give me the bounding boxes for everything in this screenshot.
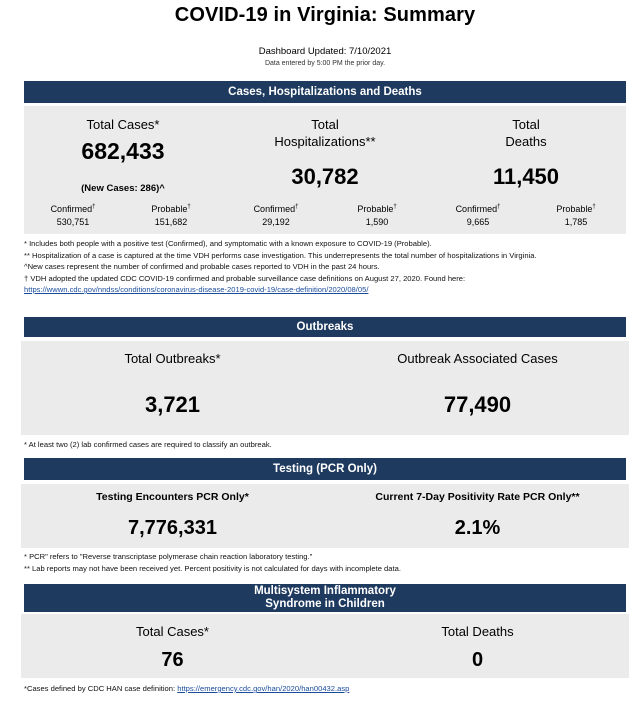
note-hospitalization: ** Hospitalization of a case is captured at the time VDH performs case investigation. This underrepresents the total number of hospitalizations in Virginia.: [24, 250, 537, 260]
page-title: COVID-19 in Virginia: Summary: [174, 4, 476, 26]
data-entered-text: Data entered by 5:00 PM the prior day.: [264, 60, 386, 67]
cases-probable-value: 151,682: [154, 217, 188, 227]
deaths-label-line1: Total: [512, 117, 540, 132]
total-outbreaks-value: 3,721: [144, 392, 201, 417]
outbreaks-section-title: Outbreaks: [296, 320, 354, 333]
misc-section-title-line2: Syndrome in Children: [265, 598, 385, 610]
total-cases-value: 682,433: [81, 138, 165, 164]
case-definition-link[interactable]: https://wwwn.cdc.gov/nndss/conditions/coronavirus-disease-2019-covid-19/case-definition/2020/08/05/: [24, 285, 369, 294]
testing-encounters-value: 7,776,331: [128, 517, 217, 539]
cases-notes: [24, 238, 624, 296]
hosp-probable-label: Probable†: [357, 204, 397, 214]
hospitalizations-value: 30,782: [291, 164, 359, 189]
testing-section-title: Testing (PCR Only): [273, 462, 377, 475]
testing-encounters-label: Testing Encounters PCR Only*: [96, 491, 249, 503]
misc-note: *Cases defined by CDC HAN case definition: https://emergency.cdc.gov/han/2020/han00432.asp: [24, 684, 350, 693]
associated-cases-label: Outbreak Associated Cases: [397, 351, 558, 366]
note-lab-reports: ** Lab reports may not have been received yet. Percent positivity is not calculated for days with incomplete data.: [24, 563, 401, 573]
misc-total-deaths-value: 0: [471, 649, 484, 671]
deaths-confirmed-label: Confirmed†: [455, 204, 501, 214]
outbreak-note: * At least two (2) lab confirmed cases are required to classify an outbreak.: [24, 440, 272, 449]
hosp-probable-value: 1,590: [365, 217, 389, 227]
cases-section-title: Cases, Hospitalizations and Deaths: [228, 85, 422, 98]
misc-total-deaths-label: Total Deaths: [441, 624, 514, 639]
hospitalizations-label-line2: Hospitalizations**: [274, 134, 376, 149]
note-confirmed-probable: * Includes both people with a positive test (Confirmed), and symptomatic with a known exposure to COVID-19 (Probable).: [24, 239, 432, 248]
note-new-cases: ^New cases represent the number of confirmed and probable cases reported to VDH in the past 24 hours.: [24, 262, 380, 271]
han-definition-link[interactable]: https://emergency.cdc.gov/han/2020/han00432.asp: [177, 684, 350, 693]
total-cases-label: Total Cases*: [86, 117, 160, 132]
cases-section-header: [24, 81, 626, 103]
cases-probable-label: Probable†: [151, 204, 191, 214]
misc-total-cases-label: Total Cases*: [136, 624, 209, 639]
testing-section-header: [24, 458, 626, 480]
note-pcr-definition: * PCR" refers to "Reverse transcriptase polymerase chain reaction laboratory testing.": [24, 552, 313, 561]
misc-section-title-line1: Multisystem Inflammatory: [254, 585, 396, 597]
positivity-rate-label: Current 7-Day Positivity Rate PCR Only**: [375, 491, 580, 503]
associated-cases-value: 77,490: [443, 392, 512, 417]
deaths-value: 11,450: [492, 164, 560, 189]
positivity-rate-value: 2.1%: [454, 517, 501, 539]
misc-total-cases-value: 76: [161, 649, 184, 671]
cases-confirmed-value: 530,751: [56, 217, 90, 227]
dashboard-updated-text: Dashboard Updated: 7/10/2021: [258, 46, 392, 57]
testing-notes: [24, 551, 624, 574]
note-case-definition: † VDH adopted the updated CDC COVID-19 confirmed and probable surveillance case definitions on August 27, 2020. Found here: https://wwwn.cdc.gov/nndss/conditions/coronavirus-disease-2019-covid-19/case-definition/2020/08/05/: [24, 273, 466, 294]
hosp-confirmed-label: Confirmed†: [253, 204, 299, 214]
new-cases-text: (New Cases: 286)^: [81, 183, 165, 194]
hosp-confirmed-value: 29,192: [262, 217, 290, 227]
outbreaks-section-header: [24, 317, 626, 337]
hospitalizations-label-line1: Total: [311, 117, 339, 132]
misc-section-header: [24, 584, 626, 612]
deaths-probable-label: Probable†: [556, 204, 596, 214]
total-outbreaks-label: Total Outbreaks*: [124, 351, 221, 366]
deaths-label-line2: Deaths: [505, 134, 547, 149]
cases-confirmed-label: Confirmed†: [50, 204, 96, 214]
deaths-probable-value: 1,785: [564, 217, 588, 227]
deaths-confirmed-value: 9,665: [466, 217, 490, 227]
